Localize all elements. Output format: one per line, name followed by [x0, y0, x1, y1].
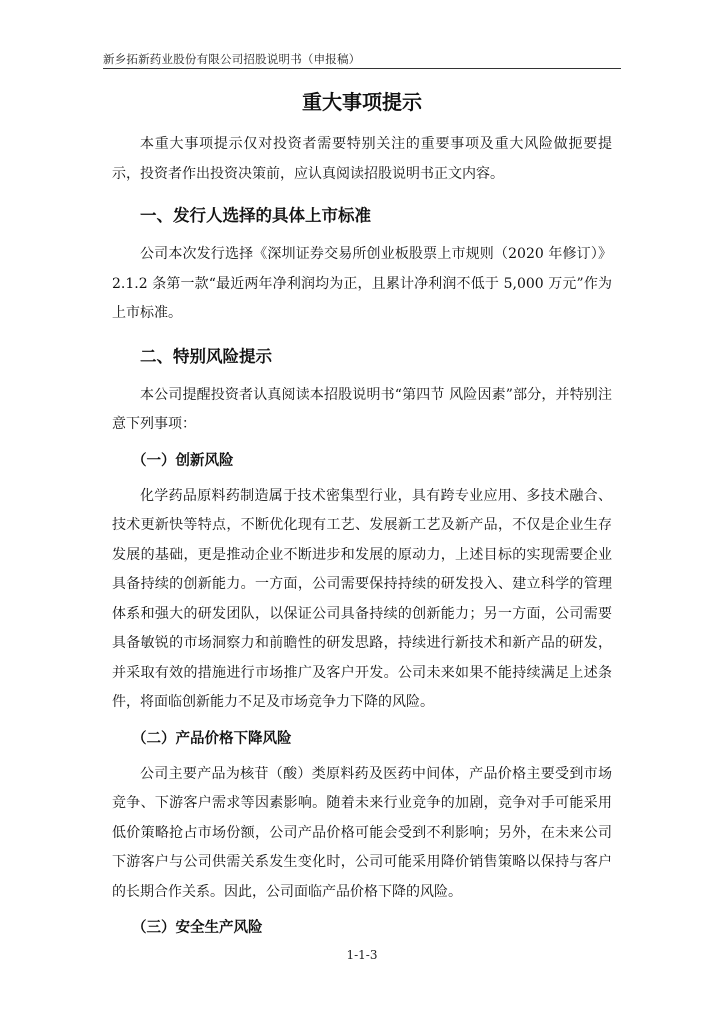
- document-body: [112, 88, 612, 947]
- header-divider: [103, 68, 621, 69]
- subsection-heading-price-risk: （二）产品价格下降风险: [132, 730, 292, 747]
- subsection-heading-safety-risk: （三）安全生产风险: [132, 920, 263, 936]
- intro-paragraph: 本重大事项提示仅对投资者需要特别关注的重要事项及重大风险做扼要提示，投资者作出投资决策前，应认真阅读招股说明书正文内容。: [112, 136, 612, 182]
- listing-standard-paragraph: 公司本次发行选择《深圳证券交易所创业板股票上市规则（2020 年修订）》2.1.2 条第一款“最近两年净利润均为正，且累计净利润不低于 5,000 万元”作为上市标准。: [112, 246, 612, 321]
- page-title: 重大事项提示: [302, 90, 422, 114]
- running-header: 新乡拓新药业股份有限公司招股说明书（申报稿）: [103, 52, 361, 66]
- section-heading-listing-standard: 一、发行人选择的具体上市标准: [140, 206, 371, 225]
- risk-warning-paragraph: 本公司提醒投资者认真阅读本招股说明书“第四节 风险因素”部分，并特别注意下列事项：: [112, 386, 612, 432]
- innovation-risk-paragraph: 化学药品原料药制造属于技术密集型行业，具有跨专业应用、多技术融合、技术更新快等特点，不断优化现有工艺、发展新工艺及新产品，不仅是企业生存发展的基础，更是推动企业不断进步和发展的原动力，上述目标的实现需要企业具备持续的创新能力。一方面，公司需要保持持续的研发投入、建立科学的管理体系和强大的研发团队，以保证公司具备持续的创新能力；另一方面，公司需要具备敏锐的市场洞察力和前瞻性的研发思路，持续进行新技术和新产品的研发，并采取有效的措施进行市场推广及客户开发。公司未来如果不能持续满足上述条件，将面临创新能力不足及市场竞争力下降的风险。: [112, 487, 612, 710]
- subsection-heading-innovation-risk: （一）创新风险: [132, 452, 234, 469]
- price-risk-paragraph: 公司主要产品为核苷（酸）类原料药及医药中间体，产品价格主要受到市场竞争、下游客户需求等因素影响。随着未来行业竞争的加剧，竞争对手可能采用低价策略抢占市场份额，公司产品价格可能会受到不利影响；另外，在未来公司下游客户与公司供需关系发生变化时，公司可能采用降价销售策略以保持与客户的长期合作关系。因此，公司面临产品价格下降的风险。: [112, 765, 612, 900]
- page-number: 1-1-3: [346, 948, 378, 962]
- section-heading-risk-warning: 二、特别风险提示: [140, 346, 272, 366]
